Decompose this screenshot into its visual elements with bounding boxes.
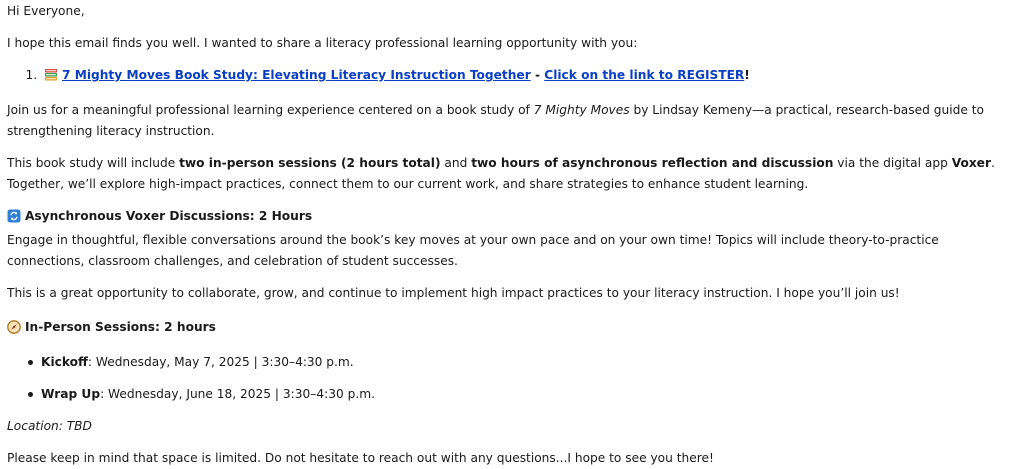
join-paragraph bbox=[7, 100, 1001, 142]
study-text-1: This book study will include bbox=[7, 156, 180, 170]
session-details: : Wednesday, May 7, 2025 | 3:30–4:30 p.m. bbox=[87, 355, 354, 369]
sessions-list bbox=[7, 352, 1001, 405]
greeting: Hi Everyone, bbox=[7, 4, 85, 18]
async-body: Engage in thoughtful, flexible conversations around the book’s key moves at your own pace and on your own time! Topics will include theory-to-practice connections, classroom challenges, and celebration of student successes. bbox=[7, 233, 939, 268]
book-study-link[interactable]: 7 Mighty Moves Book Study: Elevating Literacy Instruction Together bbox=[62, 68, 531, 82]
session-item-kickoff bbox=[7, 352, 1001, 373]
study-bold-sessions: two in-person sessions (2 hours total) bbox=[179, 156, 441, 170]
inperson-heading-text: In-Person Sessions: 2 hours bbox=[25, 320, 216, 334]
async-heading-text: Asynchronous Voxer Discussions: 2 Hours bbox=[25, 209, 313, 223]
study-text-4: . Together, we’ll explore high-impact practices, connect them to our current work, and share strategies to enhance student learning. bbox=[7, 156, 995, 191]
intro-paragraph: I hope this email finds you well. I wanted to share a literacy professional learning opportunity with you: bbox=[7, 36, 638, 50]
study-text-3: via the digital app bbox=[833, 156, 952, 170]
study-bold-voxer: Voxer bbox=[951, 156, 991, 170]
opportunity-list bbox=[7, 65, 1001, 89]
study-bold-async: two hours of asynchronous reflection and discussion bbox=[471, 156, 834, 170]
books-icon bbox=[44, 68, 58, 89]
opportunity-item bbox=[41, 65, 1001, 89]
location-text: Location: TBD bbox=[7, 419, 92, 433]
join-text-after: by Lindsay Kemeny—a practical, research-based guide to strengthening literacy instruction. bbox=[7, 103, 984, 138]
link-separator: - bbox=[530, 68, 545, 82]
register-exclaim: ! bbox=[744, 68, 750, 82]
session-item-wrap-up bbox=[7, 384, 1001, 405]
session-label: Kickoff bbox=[41, 355, 88, 369]
study-text-2: and bbox=[440, 156, 472, 170]
register-link[interactable]: Click on the link to REGISTER bbox=[544, 68, 745, 82]
async-heading bbox=[7, 206, 1001, 230]
inperson-heading bbox=[7, 317, 1001, 341]
join-text-before: Join us for a meaningful professional learning experience centered on a book study of bbox=[7, 103, 534, 117]
collab-paragraph: This is a great opportunity to collaborate, grow, and continue to implement high impact practices to your literacy instruction. I hope you’ll join us! bbox=[7, 286, 900, 300]
repeat-icon bbox=[7, 209, 21, 230]
compass-icon bbox=[7, 320, 21, 341]
session-details: : Wednesday, June 18, 2025 | 3:30–4:30 p.m. bbox=[100, 387, 375, 401]
study-paragraph bbox=[7, 153, 1001, 195]
book-title: 7 Mighty Moves bbox=[533, 103, 630, 117]
closing-paragraph: Please keep in mind that space is limited. Do not hesitate to reach out with any questions...I hope to see you there! bbox=[7, 451, 714, 465]
session-label: Wrap Up bbox=[41, 387, 101, 401]
